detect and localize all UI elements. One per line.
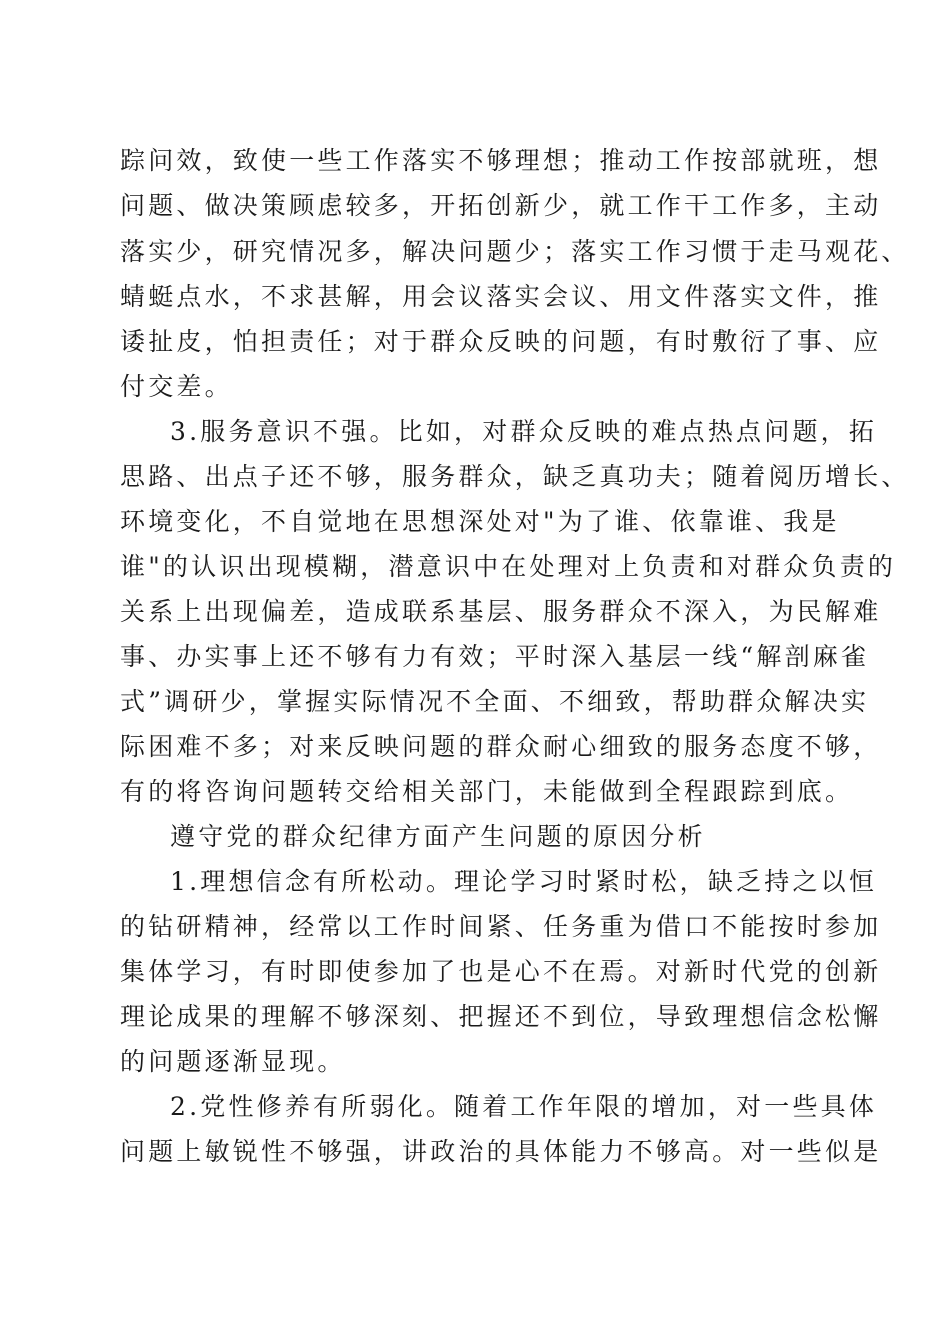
section-heading: 遵守党的群众纪律方面产生问题的原因分析: [170, 822, 706, 851]
section-item-1-ideals: 1.理想信念有所松动。理论学习时紧时松，缺乏持之以恒: [170, 867, 878, 896]
text-line: 诿扯皮，怕担责任；对于群众反映的问题，有时敷衍了事、应: [120, 327, 882, 356]
text-line: 际困难不多；对来反映问题的群众耐心细致的服务态度不够，: [120, 732, 882, 761]
text-line: 集体学习，有时即使参加了也是心不在焉。对新时代党的创新: [120, 957, 882, 986]
text-line: 问题、做决策顾虑较多，开拓创新少，就工作干工作多，主动: [120, 191, 882, 220]
section-item-3-service-awareness: 3.服务意识不强。比如，对群众反映的难点热点问题，拓: [170, 417, 878, 446]
text-line: 付交差。: [120, 372, 233, 401]
text-line: 踪问效，致使一些工作落实不够理想；推动工作按部就班，想: [120, 146, 882, 175]
section-item-2-party-spirit: 2.党性修养有所弱化。随着工作年限的增加，对一些具体: [170, 1092, 878, 1121]
text-line: 思路、出点子还不够，服务群众，缺乏真功夫；随着阅历增长、: [120, 462, 910, 491]
text-line: 理论成果的理解不够深刻、把握还不到位，导致理想信念松懈: [120, 1002, 882, 1031]
text-line: 问题上敏锐性不够强，讲政治的具体能力不够高。对一些似是: [120, 1137, 882, 1166]
text-line: 落实少，研究情况多，解决问题少；落实工作习惯于走马观花、: [120, 237, 910, 266]
text-line: 蜻蜓点水，不求甚解，用会议落实会议、用文件落实文件，推: [120, 282, 882, 311]
text-line: 的问题逐渐显现。: [120, 1047, 346, 1076]
text-line: 式”调研少，掌握实际情况不全面、不细致，帮助群众解决实: [120, 687, 870, 716]
text-line: 事、办实事上还不够有力有效；平时深入基层一线“解剖麻雀: [120, 642, 870, 671]
text-line: 环境变化，不自觉地在思想深处对"为了谁、依靠谁、我是: [120, 507, 840, 536]
text-line: 关系上出现偏差，造成联系基层、服务群众不深入，为民解难: [120, 597, 882, 626]
text-line: 有的将咨询问题转交给相关部门，未能做到全程跟踪到底。: [120, 777, 854, 806]
text-line: 的钻研精神，经常以工作时间紧、任务重为借口不能按时参加: [120, 912, 882, 941]
text-line: 谁"的认识出现模糊，潜意识中在处理对上负责和对群众负责的: [120, 552, 897, 581]
